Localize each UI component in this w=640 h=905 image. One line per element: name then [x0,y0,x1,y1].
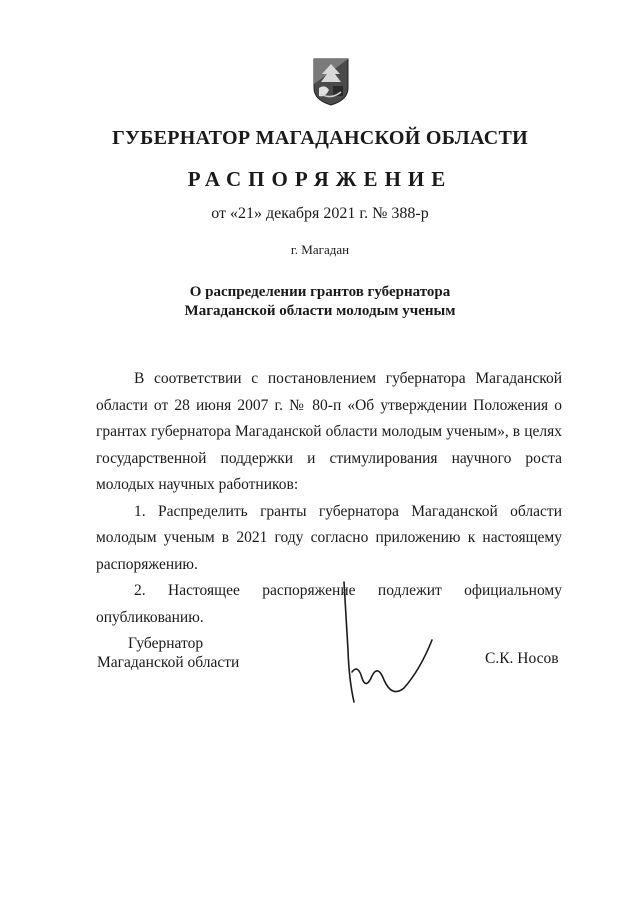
body-item-1: 1. Распределить гранты губернатора Магаданской области молодым ученым в 2021 году согласно приложению к настоящему распоряжению. [96,502,562,573]
authority-title: ГУБЕРНАТОР МАГАДАНСКОЙ ОБЛАСТИ [112,127,528,149]
document-type: РАСПОРЯЖЕНИЕ [187,167,453,191]
document-subject [0,283,640,321]
document-city: г. Магадан [290,242,350,257]
body-item-2: 2. Настоящее распоряжение подлежит официальному опубликованию. [96,582,562,626]
signer-name: С.К. Носов [485,650,559,667]
subject-line-1: О распределении грантов губернатора [189,284,451,300]
signer-position-line-1: Губернатор [128,635,204,652]
document-body [96,366,562,631]
body-intro-paragraph: В соответствии с постановлением губернатора Магаданской области от 28 июня 2007 г. № 80-п «Об утверждении Положения о грантах губернатора Магаданской области молодым ученым», в целях государственной поддержки и стимулирования научного роста молодых научных работников: [96,370,562,493]
signer-position-line-2: Магаданской области [97,654,240,671]
document-date-number: от «21» декабря 2021 г. № 388-р [211,205,429,222]
subject-line-2: Магаданской области молодым ученым [184,303,456,319]
handwritten-signature-icon [332,580,442,710]
coat-of-arms-icon [313,58,349,106]
